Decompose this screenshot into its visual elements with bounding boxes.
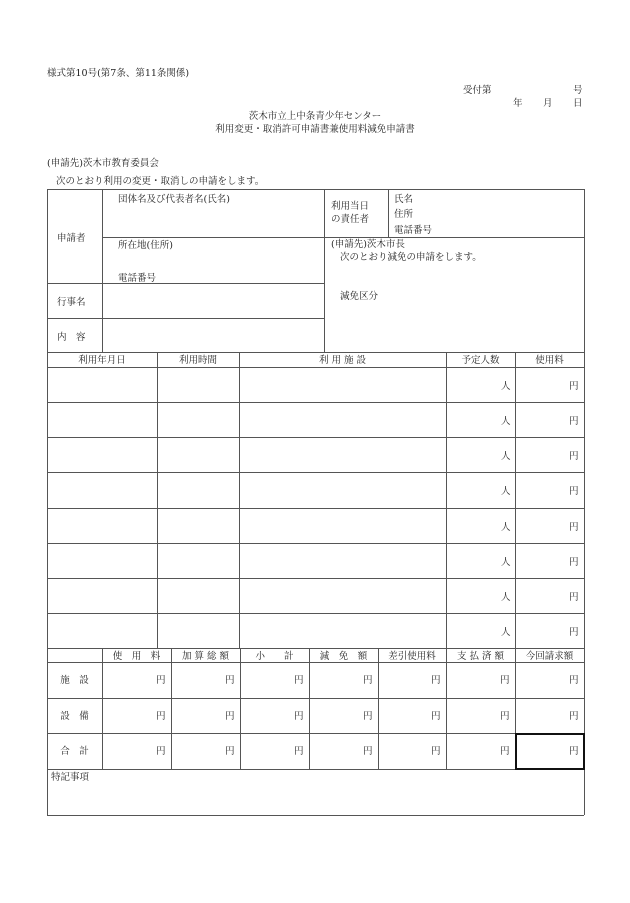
usage-people-unit: 人 (501, 592, 511, 603)
fee-yen-unit: 円 (431, 711, 441, 722)
grid-line (47, 578, 584, 579)
fee-header-reduction: 減 免 額 (319, 651, 368, 662)
fee-yen-unit: 円 (294, 711, 304, 722)
date-day-label: 日 (573, 98, 583, 109)
grid-line (324, 189, 325, 352)
grid-line (378, 648, 379, 769)
fee-yen-unit: 円 (431, 675, 441, 686)
usage-fee-unit: 円 (569, 416, 579, 427)
grid-line (47, 352, 584, 353)
grid-line (47, 769, 584, 770)
fee-yen-unit: 円 (156, 711, 166, 722)
usage-fee-unit: 円 (569, 522, 579, 533)
responsible-label-line1: 利用当日 (331, 201, 370, 212)
remarks-label: 特記事項 (51, 772, 90, 783)
usage-fee-unit: 円 (569, 486, 579, 497)
date-month-label: 月 (543, 98, 553, 109)
title-line-1: 茨木市立上中条青少年センター (248, 111, 382, 122)
grid-line (47, 698, 584, 699)
fee-header-current-charge: 今回請求額 (525, 651, 574, 662)
usage-header-date: 利用年月日 (78, 355, 126, 366)
grid-line (47, 367, 584, 368)
fee-yen-unit: 円 (156, 746, 166, 757)
recipient-mayor: (申請先)茨木市長 (331, 239, 405, 250)
usage-people-unit: 人 (501, 522, 511, 533)
grid-line (446, 648, 447, 769)
fee-yen-unit: 円 (431, 746, 441, 757)
grid-line (171, 648, 172, 769)
applicant-phone-label: 電話番号 (118, 273, 157, 284)
receipt-label: 受付第 (463, 85, 492, 96)
fee-header-subtotal: 小 計 (255, 651, 294, 662)
usage-people-unit: 人 (501, 381, 511, 392)
usage-fee-unit: 円 (569, 557, 579, 568)
usage-header-time: 利用時間 (178, 355, 217, 366)
grid-line (47, 543, 584, 544)
responsible-label-line2: の責任者 (331, 214, 370, 225)
address-label: 所在地(住所) (118, 240, 173, 251)
grid-line (446, 352, 447, 648)
grid-line (47, 437, 584, 438)
grid-line (309, 648, 310, 769)
form-number: 様式第10号(第7条、第11条関係) (47, 68, 190, 79)
usage-fee-unit: 円 (569, 627, 579, 638)
event-name-label: 行事名 (57, 297, 86, 308)
intro-change: 次のとおり利用の変更・取消しの申請をします。 (56, 176, 265, 187)
usage-people-unit: 人 (501, 451, 511, 462)
fee-yen-unit: 円 (569, 675, 579, 686)
fee-row-equipment-label: 設 備 (60, 711, 89, 722)
responsible-name-label: 氏名 (394, 194, 414, 205)
fee-yen-unit: 円 (500, 675, 510, 686)
fee-yen-unit: 円 (294, 746, 304, 757)
grid-line (47, 318, 324, 319)
grid-line (47, 472, 584, 473)
usage-people-unit: 人 (501, 557, 511, 568)
grid-line (240, 648, 241, 769)
usage-people-unit: 人 (501, 486, 511, 497)
group-name-label: 団体名及び代表者名(氏名) (118, 194, 230, 205)
grid-line (47, 613, 584, 614)
fee-yen-unit: 円 (156, 675, 166, 686)
grid-line (47, 733, 584, 734)
grid-line (47, 283, 324, 284)
fee-header-usage: 使 用 料 (112, 651, 161, 662)
grid-line (47, 662, 584, 663)
receipt-number-suffix: 号 (573, 85, 583, 96)
fee-yen-unit: 円 (500, 746, 510, 757)
fee-header-paid: 支 払 済 額 (456, 651, 505, 662)
fee-row-total-label: 合 計 (60, 746, 89, 757)
fee-yen-unit: 円 (569, 711, 579, 722)
grid-line (102, 237, 324, 238)
reduction-category-label: 減免区分 (340, 291, 379, 302)
intro-reduction: 次のとおり減免の申請をします。 (340, 252, 482, 263)
grid-line (157, 352, 158, 648)
usage-header-facility: 利 用 施 設 (318, 355, 367, 366)
fee-yen-unit: 円 (363, 746, 373, 757)
usage-people-unit: 人 (501, 627, 511, 638)
responsible-address-label: 住所 (394, 209, 414, 220)
usage-header-people: 予定人数 (461, 355, 500, 366)
grid-line (47, 648, 584, 649)
frame-top (47, 189, 584, 190)
usage-fee-unit: 円 (569, 451, 579, 462)
fee-header-addition: 加 算 総 額 (181, 651, 230, 662)
fee-yen-unit: 円 (225, 675, 235, 686)
fee-row-facility-label: 施 設 (60, 675, 89, 686)
fee-yen-unit: 円 (363, 675, 373, 686)
fee-yen-unit: 円 (569, 746, 579, 757)
grid-line (102, 648, 103, 769)
content-label: 内 容 (57, 332, 86, 343)
usage-fee-unit: 円 (569, 381, 579, 392)
date-year-label: 年 (513, 98, 523, 109)
grid-line (47, 402, 584, 403)
fee-yen-unit: 円 (225, 711, 235, 722)
fee-yen-unit: 円 (500, 711, 510, 722)
fee-yen-unit: 円 (225, 746, 235, 757)
grid-line (47, 508, 584, 509)
usage-people-unit: 人 (501, 416, 511, 427)
grid-line (515, 352, 516, 648)
title-line-2: 利用変更・取消許可申請書兼使用料減免申請書 (215, 124, 415, 135)
grid-line (388, 189, 389, 237)
usage-fee-unit: 円 (569, 592, 579, 603)
frame-bottom (47, 815, 584, 816)
grid-line (239, 352, 240, 648)
fee-yen-unit: 円 (294, 675, 304, 686)
fee-yen-unit: 円 (363, 711, 373, 722)
recipient-board: (申請先)茨木市教育委員会 (47, 158, 159, 169)
applicant-label: 申請者 (57, 233, 86, 244)
frame-right (584, 189, 585, 815)
grid-line (324, 237, 584, 238)
fee-header-net-fee: 差引使用料 (388, 651, 436, 662)
responsible-phone-label: 電話番号 (394, 225, 433, 236)
usage-header-fee: 使用料 (535, 355, 564, 366)
current-charge-total-highlight[interactable] (515, 733, 585, 770)
grid-line (102, 189, 103, 352)
